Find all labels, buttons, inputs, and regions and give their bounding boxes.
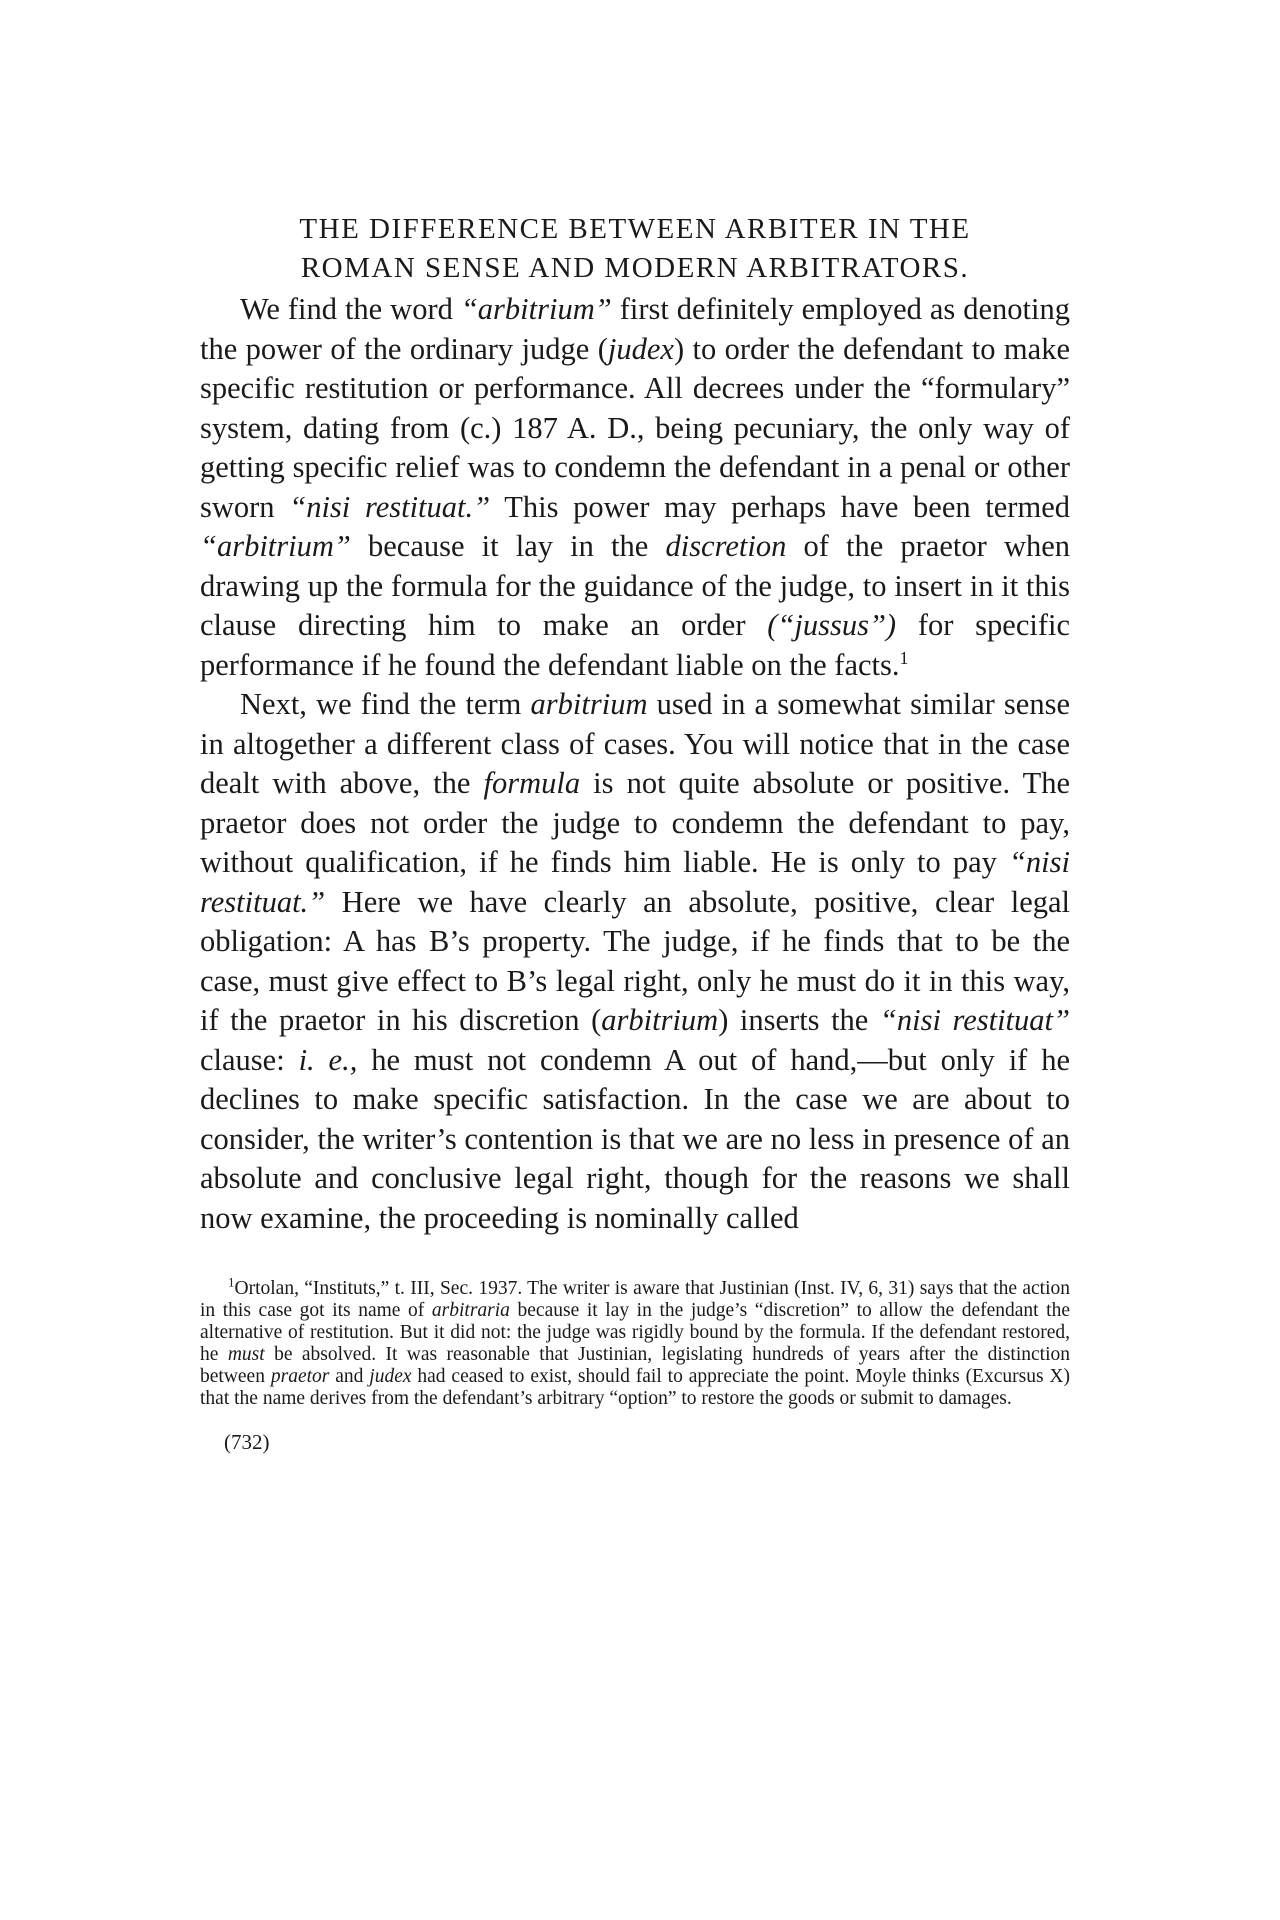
italic-run: arbitrium: [530, 687, 648, 721]
text-run: used in a somewhat similar sense in altogether a different class of cases. You will notice that in the case dealt with above, the: [200, 687, 1070, 800]
text-run: because it lay in the judge’s “discretion” to allow the defendant the alternative of restitution. But it did not: the judge was rigidly bound by the formula. If the defendant restored, he: [200, 1300, 1070, 1365]
text-run: Next, we find the term: [240, 687, 531, 721]
text-run: We find the word: [240, 292, 461, 326]
text-run: ) to order the defendant to make specific restitution or performance. All decrees under the “formulary” system, dating from (c.) 187 A. D., being pecuniary, the only way of getting specific relief was to condemn the defendant in a penal or other sworn: [200, 331, 1070, 524]
chapter-heading: [200, 210, 1070, 288]
text-run: is not quite absolute or positive. The praetor does not order the judge to condemn the defendant to pay, without qualification, if he finds him liable. He is only to pay: [200, 766, 1071, 879]
text-run: for specific performance if he found the defendant liable on the facts.: [200, 608, 1071, 682]
text-run: had ceased to exist, should fail to appreciate the point. Moyle thinks (Excursus X) that the name derives from the defendant’s arbitrary “option” to restore the goods or submit to damages.: [200, 1366, 1071, 1409]
text-run: clause:: [200, 1042, 299, 1077]
italic-run: must: [227, 1344, 265, 1365]
italic-run: praetor: [270, 1366, 330, 1387]
footnote: [200, 1274, 1071, 1410]
footnote-text: [200, 1274, 1071, 1410]
italic-run: (“jussus”): [767, 608, 897, 642]
italic-run: “arbitrium”: [460, 292, 612, 326]
text-run: because it lay in the: [350, 529, 666, 563]
text-run: first definitely employed as denoting the power of the ordinary judge (: [200, 292, 1070, 366]
text-run: be absolved. It was reasonable that Justinian, legislating hundreds of years after the distinction between: [200, 1344, 1070, 1387]
footnote-mark: 1: [228, 1274, 235, 1290]
italic-run: discretion: [665, 529, 787, 563]
italic-run: judex: [607, 331, 674, 366]
text-run: and: [329, 1366, 370, 1387]
document-page: [200, 210, 1070, 1455]
paragraph-1: [200, 290, 1070, 685]
page-number: (732): [224, 1430, 270, 1454]
italic-run: “nisi restituat.”: [289, 489, 491, 524]
italic-run: “nisi restituat.”: [200, 845, 1070, 919]
italic-run: arbitraria: [431, 1300, 510, 1321]
italic-run: i. e.,: [298, 1042, 358, 1077]
text-run: ) inserts the: [718, 1003, 880, 1037]
text-run: he must not condemn A out of hand,—but only if he declines to make specific satisfaction. In the case we are about to consider, the writer’s contention is that we are no less in presence of an absolute and conclusive legal right, though for the reasons we shall now examine, the proceeding is nominally called: [200, 1042, 1070, 1235]
footnote-reference[interactable]: 1: [899, 647, 909, 668]
text-run: of the praetor when drawing up the formula for the guidance of the judge, to insert in it this clause directing him to make an order: [200, 529, 1071, 642]
heading-line-1: THE DIFFERENCE BETWEEN ARBITER IN THE: [299, 213, 971, 245]
text-run: This power may perhaps have been termed: [490, 489, 1070, 524]
italic-run: formula: [483, 766, 581, 800]
italic-run: “arbitrium”: [200, 529, 351, 563]
body-text: [200, 290, 1070, 1238]
paragraph-2: [200, 685, 1070, 1238]
italic-run: judex: [369, 1366, 412, 1387]
text-run: Ortolan, “Instituts,” t. III, Sec. 1937. The writer is aware that Justinian (Inst. IV, 6, 31) says that the action in this case got its name of: [200, 1278, 1070, 1321]
heading-line-2: ROMAN SENSE AND MODERN ARBITRATORS.: [300, 252, 970, 284]
italic-run: arbitrium: [601, 1003, 719, 1037]
italic-run: “nisi restituat”: [879, 1003, 1070, 1037]
text-run: Here we have clearly an absolute, positive, clear legal obligation: A has B’s property. The judge, if he finds that to be the case, must give effect to B’s legal right, only he must do it in this way, if the praetor in his discretion (: [200, 884, 1070, 1037]
